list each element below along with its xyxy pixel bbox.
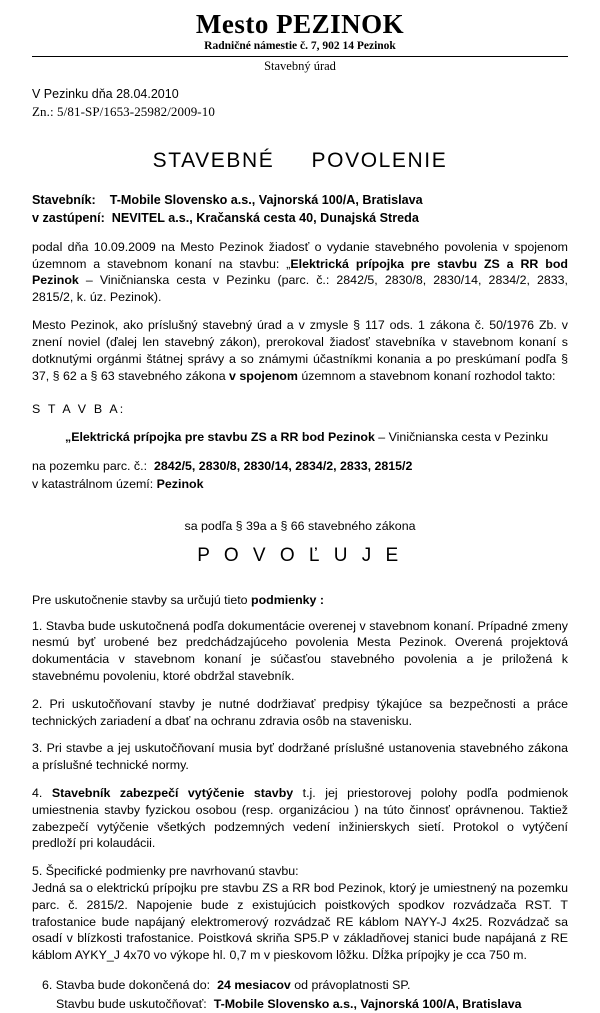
conditions-lead-text: Pre uskutočnenie stavby sa určujú tieto <box>32 592 252 607</box>
construction-name-rest: – Viničnianska cesta v Pezinku <box>374 429 549 444</box>
condition-4-number: 4. <box>32 786 52 801</box>
condition-item-1: 1. Stavba bude uskutočnená podľa dokumentácie overenej v stavebnom konaní. Prípadné zmeny nesmú byť urobené bez predchádzajúceho povolenia Mesta Pezinok. Overená projektová dokumentácia v stavebnom konaní je súčasťou stavebného povolenia a je priložená k stavebnému povoleniu, ktoré obdržal stavebník. <box>32 618 568 684</box>
condition-item-4 <box>32 785 568 852</box>
place-and-date: V Pezinku dňa 28.04.2010 <box>32 86 179 101</box>
intro-bold-project: Elektrická prípojka pre stavbu ZS a RR bod Pezinok <box>32 256 568 288</box>
intro-text-2: – Viničnianska cesta v Pezinku (parc. č.: 2842/5, 2830/8, 2830/14, 2834/2, 2833, 2815/2, k. úz. Pezinok). <box>32 273 568 305</box>
conditions-lead <box>32 593 568 607</box>
condition-item-3: 3. Pri stavbe a jej uskutočňovaní musia byť dodržané príslušné ustanovenia stavebného zákona a príslušné technické normy. <box>32 741 568 773</box>
letterhead <box>0 0 600 75</box>
file-reference-number: Zn.: 5/81-SP/1653-25982/2009-10 <box>32 104 215 120</box>
builder-line <box>32 192 568 210</box>
completion-duration: 24 mesiacov <box>217 978 291 992</box>
condition-4-rest: t.j. jej priestorovej polohy podľa podmienok umiestnenia stavby fyzickou osobou (resp. organizáciou ) na túto činnosť oprávnenou. Taktiež zabezpečí vytýčenie všetkých podzemných vedení inžinierskych sietí. Protokol o vytýčení predloží pri kolaudácii. <box>32 786 569 851</box>
builder-label: Stavebník: <box>32 192 96 207</box>
contractor-label: Stavbu bude uskutočňovať: <box>56 996 207 1011</box>
permit-subheading: sa podľa § 39a a § 66 stavebného zákona <box>184 518 416 533</box>
contractor-line <box>42 995 568 1013</box>
parcel-value: 2842/5, 2830/8, 2830/14, 2834/2, 2833, 2815/2 <box>154 459 413 474</box>
condition-item-5-heading: 5. Špecifické podmienky pre navrhovanú stavbu: <box>32 864 299 879</box>
completion-suffix: od právoplatnosti SP. <box>290 978 411 992</box>
permit-word: P O V O Ľ U J E <box>197 544 403 566</box>
intro-paragraph <box>32 239 568 306</box>
parcel-line <box>32 458 568 476</box>
condition-item-5-text: Jedná sa o elektrickú prípojku pre stavbu ZS a RR bod Pezinok, ktorý je umiestnený na pozemku parc. č. 2815/2. Napojenie bude z existujúcich poistkových spodkov rozvádzača RST. T trafostanice bude napájaný elektromerový rozvádzač RE káblom NAYY-J 4x25. Rozvádzač sa osadí v blízkosti trafostanice. Poistková skriňa SP5.P v základňovej stanici bude napájaná z RE káblom AYKY_J 4x70 vo výkope hl. 0,7 m v pieskovom lôžku. Dĺžka prípojky je cca 750 m. <box>32 881 568 963</box>
condition-4-bold: Stavebník zabezpečí vytýčenie stavby <box>51 786 294 801</box>
legal-bold-joint: v spojenom <box>229 368 298 383</box>
condition-item-2: 2. Pri uskutočňovaní stavby je nutné dodržiavať predpisy týkajúce sa bezpečnosti a práce technických zariadení a dbať na ochranu zdravia osôb na stavenisku. <box>32 696 568 728</box>
construction-name <box>32 429 568 446</box>
cadastre-line <box>32 476 568 494</box>
applicant-block <box>32 192 568 228</box>
cadastre-label: v katastrálnom území: <box>32 477 154 492</box>
legal-paragraph <box>32 317 568 384</box>
completion-line <box>42 976 568 995</box>
document-body <box>32 192 568 1013</box>
organization-address: Radničné námestie č. 7, 902 14 Pezinok <box>204 40 396 53</box>
cadastre-value: Pezinok <box>156 477 204 492</box>
department-name: Stavebný úrad <box>264 59 336 74</box>
completion-label: 6. Stavba bude dokončená do: <box>42 978 211 992</box>
representative-value: NEVITEL a.s., Kračanská cesta 40, Dunajská Streda <box>111 210 419 225</box>
intro-text-1: podal dňa 10.09.2009 na Mesto Pezinok žiadosť o vydanie stavebného povolenia v spojenom územnom a stavebnom konaní na stavbu: „ <box>32 239 568 271</box>
letterhead-divider <box>32 56 568 57</box>
contractor-value: T-Mobile Slovensko a.s., Vajnorská 100/A, Bratislava <box>213 996 522 1011</box>
parcel-label: na pozemku parc. č.: <box>32 459 148 474</box>
representative-line <box>32 210 568 228</box>
parcel-block <box>32 458 568 493</box>
reference-block <box>32 86 600 121</box>
construction-label: S T A V B A: <box>32 401 126 416</box>
legal-text-2: územnom a stavebnom konaní rozhodol takto: <box>297 368 556 383</box>
construction-name-bold: „Elektrická prípojka pre stavbu ZS a RR bod Pezinok <box>65 429 375 444</box>
legal-text-1: Mesto Pezinok, ako príslušný stavebný úrad a v zmysle § 117 ods. 1 zákona č. 50/1976 Zb. v znení noviel (ďalej len stavebný zákon), prerokoval žiadosť stavebníka v stavebnom konaní s dotknutými orgánmi štátnej správy a so známymi účastníkmi konania a po preskúmaní podľa § 37, § 62 a § 63 stavebného zákona <box>32 318 568 383</box>
conditions-lead-bold: podmienky : <box>251 592 325 607</box>
document-title: STAVEBNÉ POVOLENIE <box>152 148 448 172</box>
representative-label: v zastúpení: <box>32 210 105 225</box>
condition-item-6 <box>32 976 568 1013</box>
builder-value: T-Mobile Slovensko a.s., Vajnorská 100/A, Bratislava <box>109 192 423 207</box>
organization-name: Mesto PEZINOK <box>195 9 405 39</box>
